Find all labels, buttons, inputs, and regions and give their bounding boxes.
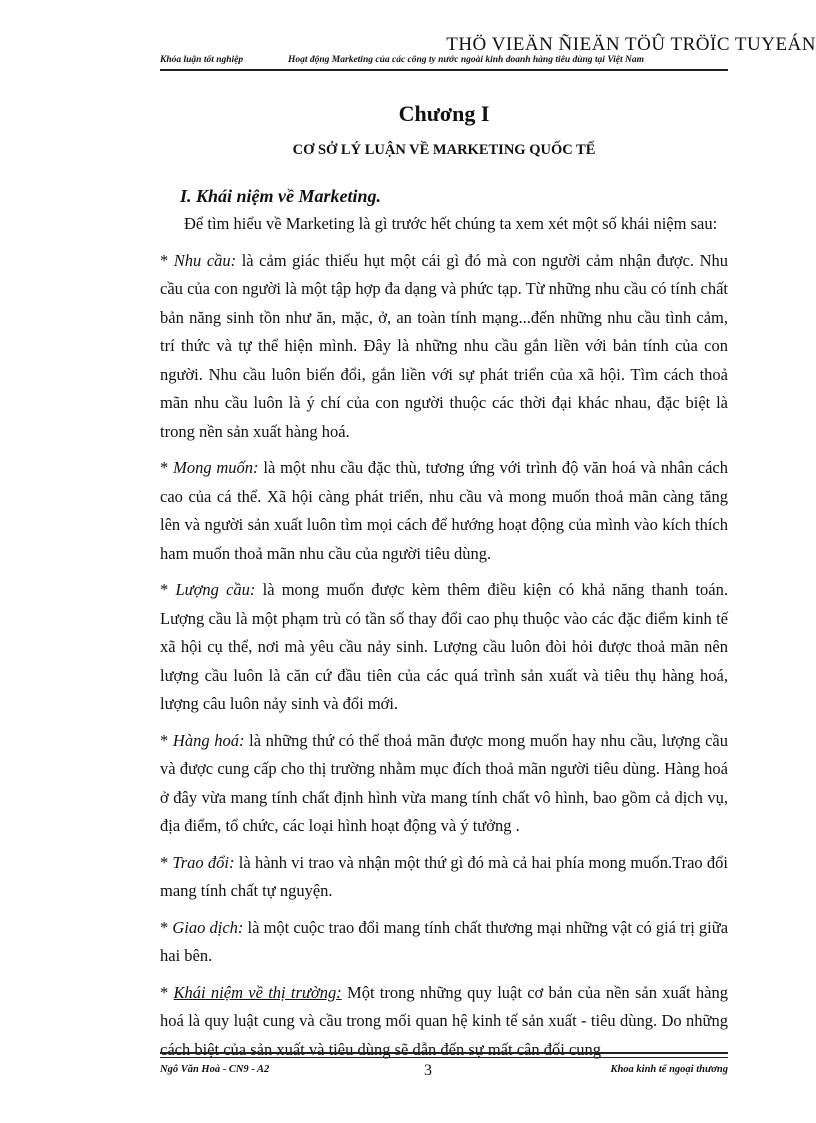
header-left: Khóa luận tốt nghiệp [160,55,244,65]
section-heading: I. Khái niệm về Marketing. [180,186,382,206]
definition-term: Giao dịch: [172,917,244,937]
bullet-marker: * [160,982,174,1002]
definition-term: Nhu cầu: [173,250,237,270]
definition-paragraph [160,727,728,841]
bullet-marker: * [160,250,174,270]
definition-paragraph [160,454,728,568]
definition-paragraph [160,576,728,719]
header-right: Hoạt động Marketing của các công ty nước ngoài kinh doanh hàng tiêu dùng tại Việt Nam [288,55,645,65]
watermark-text: THÖ VIEÄN ÑIEÄN TÖÛ TRÖÏC TUYEÁN [446,34,816,55]
intro-paragraph: Để tìm hiểu về Marketing là gì trước hết chúng ta xem xét một số khái niệm sau: [184,214,718,233]
definition-term: Hàng hoá: [172,730,245,750]
definition-text: là mong muốn được kèm thêm điều kiện có khả năng thanh toán. Lượng cầu là một phạm trù có tần số thay đổi cao phụ thuộc vào các đặc điểm kinh tế xã hội cụ thể, nơi mà yêu cầu nảy sinh. Lượng cầu luôn đòi hỏi được thoả mãn nên lượng cầu luôn là căn cứ đầu tiên của các quá trình sản xuất và tiêu thụ hàng hoá, lượng câu luôn nảy sinh và đổi mới. [160,580,728,713]
bullet-marker: * [160,730,173,750]
definition-text: là những thứ có thể thoả mãn được mong muốn hay nhu cầu, lượng cầu và được cung cấp cho thị trường nhằm mục đích thoả mãn người tiêu dùng. Hàng hoá ở đây vừa mang tính chất định hình vừa mang tính chất vô hình, bao gồm cả dịch vụ, địa điểm, tổ chức, các loại hình hoạt động và ý tưởng . [160,730,728,835]
definition-text: Một trong những quy luật cơ bản của nền sản xuất hàng hoá là quy luật cung và cầu trong mối quan hệ kinh tế sản xuất - tiêu dùng. Do những cách biệt của sản xuất và tiêu dùng sẽ dẫn đến sự mất cân đối cung [160,982,729,1059]
definition-term: Lượng cầu: [175,580,256,599]
footer-rule-thin [160,1057,728,1058]
definition-term: Mong muốn: [173,458,259,477]
chapter-subtitle: CƠ SỞ LÝ LUẬN VỀ MARKETING QUỐC TẾ [292,142,596,158]
definition-term: Trao đổi: [172,852,235,872]
footer-author: Ngô Văn Hoà - CN9 - A2 [160,1064,270,1075]
header-rule [160,70,728,71]
definition-paragraph [160,247,728,447]
page-body [160,96,728,1064]
running-header [160,55,728,70]
definition-text: là một nhu cầu đặc thù, tương ứng với trình độ văn hoá và nhân cách cao của cá thể. Xã hội càng phát triển, nhu cầu và mong muốn thoả mãn càng tăng lên và người sản xuất luôn tìm mọi cách để hướng hoạt động của mình vào kích thích ham muốn thoả mãn nhu cầu của người tiêu dùng. [160,458,729,563]
bullet-marker: * [160,458,174,477]
page-number: 3 [424,1062,432,1079]
definition-term: Khái niệm về thị trường: [173,982,342,1002]
footer-rule [160,1052,728,1054]
footer-faculty: Khoa kinh tế ngoại thương [610,1064,728,1075]
definition-paragraph [160,914,728,971]
bullet-marker: * [160,580,176,599]
definition-text: là một cuộc trao đổi mang tính chất thương mại những vật có giá trị giữa hai bên. [160,917,729,965]
bullet-marker: * [160,917,173,937]
bullet-marker: * [160,852,173,872]
definition-text: là cảm giác thiếu hụt một cái gì đó mà con người cảm nhận được. Nhu cầu của con người là một tập hợp đa dạng và phức tạp. Từ những nhu cầu có tính chất bản năng sinh tồn như ăn, mặc, ở, an toàn tính mạng...đến những nhu cầu tình cảm, trí thức và tự thể hiện mình. Đây là những nhu cầu gắn liền với bản tính của con người. Nhu cầu luôn biến đổi, gắn liền với sự phát triển của xã hội. Tìm cách thoả mãn nhu cầu luôn là ý chí của con người thuộc các thời đại khác nhau, đặc biệt là trong nền sản xuất hàng hoá. [160,250,729,441]
definition-text: là hành vi trao và nhận một thứ gì đó mà cả hai phía mong muốn.Trao đổi mang tính chất tự nguyện. [160,852,728,900]
chapter-title: Chương I [398,101,490,126]
definition-paragraph [160,849,728,906]
